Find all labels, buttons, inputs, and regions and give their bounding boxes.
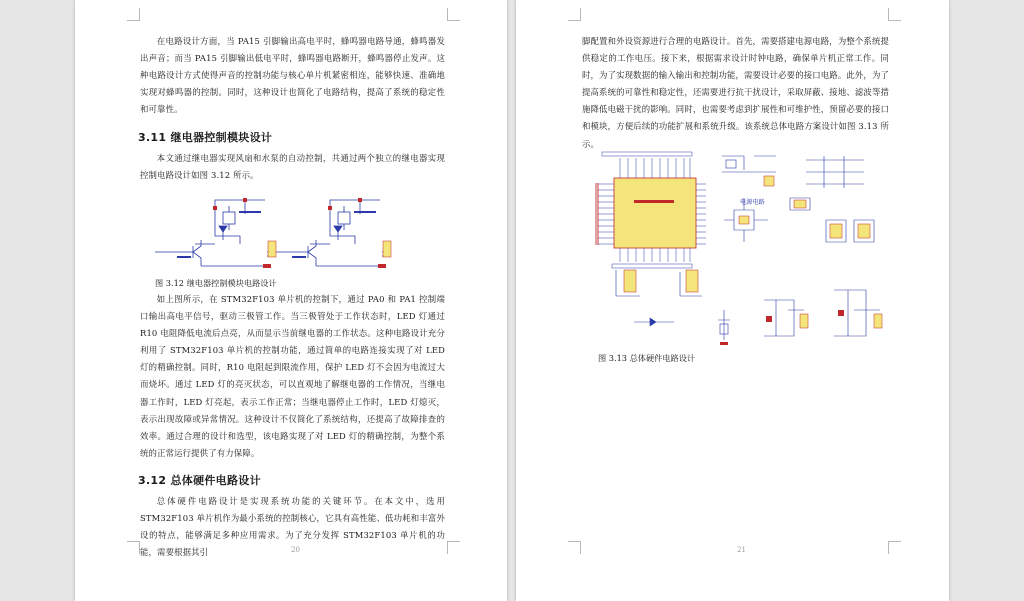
page-number: 20 [291,546,300,554]
crop-mark [447,8,460,21]
crop-mark [127,8,140,21]
hardware-schematic-figure [594,150,890,348]
figure-caption: 图 3.12 继电器控制模块电路设计 [155,278,277,288]
body-paragraph: 脚配置和外设资源进行合理的电路设计。首先，需要搭建电源电路，为整个系统提供稳定的工作电压。接下来，根据需求设计时钟电路，确保单片机正常工作。同时，为了实现数据的输入输出和控制功能，需要设计必要的接口电路。此外，为了提高系统的可靠性和稳定性，还需要进行抗干扰设计，采取屏蔽、接地、滤波等措施降低电磁干扰的影响。同时，也需要考虑到扩展性和可维护性，预留必要的接口和模块，方便后续的功能扩展和系统升级。该系统总体电路方案设计如图 3.13 所示。 [582,36,889,149]
crop-mark [888,8,901,21]
crop-mark [447,541,460,554]
relay-schematic-figure [155,196,445,272]
section-heading: 3.12 总体硬件电路设计 [138,474,261,487]
crop-mark [568,8,581,21]
figure-caption: 图 3.13 总体硬件电路设计 [598,353,696,363]
body-paragraph: 如上图所示，在 STM32F103 单片机的控制下，通过 PA0 和 PA1 控制端口输出高电平信号，驱动三极管工作。当三极管处于工作状态时，LED 灯通过 R10 电阻降低电流后点亮，从而显示当前继电器的工作状态。这种电路设计充分利用了 STM32F103 单片机的控制功能，通过简单的电路连接实现了对 LED 灯的精确控制。同时，R10 电阻起到限流作用，保护 LED 灯不会因为电流过大而烧坏。通过 LED 灯的亮灭状态，可以直观地了解继电器的工作情况，当继电器工作时，LED 灯亮起，表示工作正常；当继电器停止工作时，LED 灯熄灭，表示出现故障或异常情况。这种设计不仅简化了系统结构，还提高了故障排查的效率。通过合理的设计和选型，该电路实现了对 LED 灯的精确控制，为整个系统的正常运行提供了有力保障。 [140,294,445,458]
crop-mark [127,541,140,554]
section-heading: 3.11 继电器控制模块设计 [138,131,273,144]
document-page-21 [516,0,949,601]
document-page-20 [75,0,507,601]
crop-mark [888,541,901,554]
power-circuit-label: 电源电路 [740,199,765,206]
body-paragraph: 本文通过继电器实现风扇和水泵的自动控制，共通过两个独立的继电器实现控制电路设计如图 3.12 所示。 [140,153,445,181]
page-number: 21 [737,546,746,554]
body-paragraph: 在电路设计方面，当 PA15 引脚输出高电平时，蜂鸣器电路导通，蜂鸣器发出声音；而当 PA15 引脚输出低电平时，蜂鸣器电路断开，蜂鸣器停止发声。这种电路设计方式使得声音的控制功能与核心单片机紧密相连，能够快速、准确地实现对蜂鸣器的控制。同时，这种设计也简化了电路结构，提高了系统的稳定性和可靠性。 [140,36,445,115]
crop-mark [568,541,581,554]
body-paragraph: 总体硬件电路设计是实现系统功能的关键环节。在本文中，选用 STM32F103 单片机作为最小系统的控制核心，它具有高性能、低功耗和丰富外设的特点，能够满足多种应用需求。为了充分发挥 STM32F103 单片机的功能，需要根据其引 [140,496,445,558]
